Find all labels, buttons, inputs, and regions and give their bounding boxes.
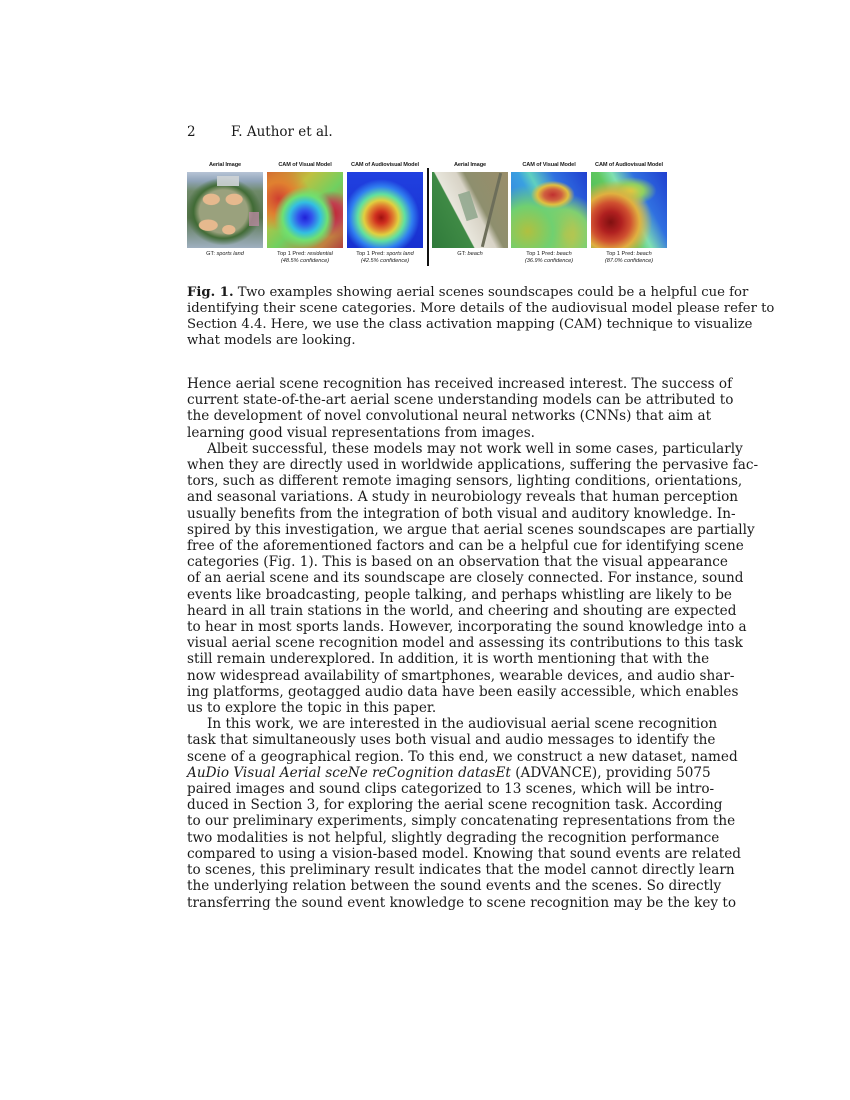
caption-value: beach — [556, 251, 572, 257]
panel-title: CAM of Audiovisual Model — [351, 162, 419, 168]
panel-caption — [432, 251, 508, 258]
text-line: usually benefits from the integration of both visual and auditory knowledge. In- — [187, 505, 736, 522]
page-number: 2 — [187, 124, 196, 140]
paragraph-2 — [187, 440, 759, 717]
panel-title: CAM of Visual Model — [278, 162, 332, 168]
text-line: to our preliminary experiments, simply concatenating representations from the — [187, 813, 736, 830]
text-line: In this work, we are interested in the audiovisual aerial scene recognition — [207, 716, 718, 733]
text-line: learning good visual representations from images. — [187, 424, 535, 441]
text-line: paired images and sound clips categorized to 13 scenes, which will be intro- — [187, 781, 715, 798]
caption-prefix: Top 1 Pred: — [606, 251, 637, 257]
text-line: to scenes, this preliminary result indicates that the model cannot directly learn — [187, 862, 735, 879]
caption-value: beach — [467, 251, 483, 257]
caption-prefix: GT: — [206, 251, 217, 257]
caption-line: identifying their scene categories. More details of the audiovisual model please refer to — [187, 301, 775, 316]
caption-value: sports land — [216, 251, 244, 257]
text-line: scene of a geographical region. To this end, we construct a new dataset, named — [187, 748, 738, 765]
text-line — [187, 764, 711, 781]
paragraph-1 — [187, 376, 734, 441]
cam-heatmap-audiovisual-beach — [591, 172, 667, 248]
body-text — [187, 376, 759, 911]
figure-caption — [187, 285, 775, 349]
caption-label: Fig. 1. — [187, 285, 234, 300]
caption-confidence: (48.5% confidence) — [280, 258, 330, 264]
caption-line: Section 4.4. Here, we use the class activation mapping (CAM) technique to visualize — [187, 317, 753, 332]
text-line: ing platforms, geotagged audio data have been easily accessible, which enables — [187, 683, 739, 700]
text-line: duced in Section 3, for exploring the aerial scene recognition task. According — [187, 797, 723, 814]
caption-line — [187, 285, 749, 301]
aerial-image-sports-land — [187, 172, 263, 248]
panel-caption — [347, 251, 423, 265]
text-line: Albeit successful, these models may not work well in some cases, particularly — [207, 440, 743, 457]
panel-caption — [187, 251, 263, 258]
figure-panel-cam-audiovisual-sports — [347, 160, 423, 265]
text-line: and seasonal variations. A study in neurobiology reveals that human perception — [187, 489, 739, 506]
panel-title: Aerial Image — [453, 162, 487, 168]
panel-caption — [591, 251, 667, 265]
figure-divider — [427, 168, 429, 266]
figure-panel-cam-visual-sports — [267, 160, 343, 265]
text-line: two modalities is not helpful, slightly degrading the recognition performance — [187, 829, 720, 846]
caption-line: what models are looking. — [187, 333, 356, 348]
text-line: when they are directly used in worldwide applications, suffering the pervasive fac- — [187, 457, 759, 474]
panel-title: CAM of Audiovisual Model — [595, 162, 663, 168]
caption-prefix: GT: — [457, 251, 468, 257]
panel-caption — [267, 251, 343, 265]
caption-value: residential — [307, 251, 333, 257]
cam-heatmap-audiovisual-sports — [347, 172, 423, 248]
text-line: categories (Fig. 1). This is based on an observation that the visual appearance — [187, 554, 728, 571]
figure-panel-cam-visual-beach — [511, 160, 587, 265]
text-line: Hence aerial scene recognition has received increased interest. The success of — [187, 376, 733, 392]
paragraph-3 — [187, 716, 741, 911]
text-line: of an aerial scene and its soundscape are closely connected. For instance, sound — [187, 570, 744, 587]
caption-text: Two examples showing aerial scenes soundscapes could be a helpful cue for — [233, 285, 749, 300]
text-line: visual aerial scene recognition model and assessing its contributions to this task — [187, 635, 743, 652]
caption-confidence: (42.5% confidence) — [360, 258, 410, 264]
figure-1 — [187, 160, 669, 270]
panel-title: Aerial Image — [208, 162, 242, 168]
caption-prefix: Top 1 Pred: — [356, 251, 387, 257]
figure-panel-aerial-sports — [187, 160, 263, 258]
caption-prefix: Top 1 Pred: — [526, 251, 557, 257]
cam-heatmap-visual-sports — [267, 172, 343, 248]
text-line: now widespread availability of smartphones, wearable devices, and audio shar- — [187, 667, 735, 684]
text-line: the underlying relation between the sound events and the scenes. So directly — [187, 878, 722, 895]
caption-prefix: Top 1 Pred: — [277, 251, 308, 257]
dataset-name: AuDio Visual Aerial sceNe reCognition datasEt — [187, 764, 511, 781]
text-line: tors, such as different remote imaging sensors, lighting conditions, orientations, — [187, 473, 743, 490]
figure-panel-cam-audiovisual-beach — [591, 160, 667, 265]
text-line: to hear in most sports lands. However, incorporating the sound knowledge into a — [187, 619, 747, 636]
text-line: task that simultaneously uses both visual and audio messages to identify the — [187, 732, 716, 749]
text-line: still remain underexplored. In addition, it is worth mentioning that with the — [187, 651, 710, 668]
panel-caption — [511, 251, 587, 265]
text-line: heard in all train stations in the world, and cheering and shouting are expected — [187, 602, 737, 619]
caption-value: sports land — [386, 251, 414, 257]
text-line: transferring the sound event knowledge to scene recognition may be the key to — [187, 894, 737, 911]
text-line: spired by this investigation, we argue that aerial scenes soundscapes are partially — [187, 521, 755, 538]
figure-panel-aerial-beach — [432, 160, 508, 258]
aerial-image-beach — [432, 172, 508, 248]
cam-heatmap-visual-beach — [511, 172, 587, 248]
text-line: the development of novel convolutional neural networks (CNNs) that aim at — [187, 408, 712, 425]
running-title: F. Author et al. — [231, 124, 333, 140]
running-header — [187, 124, 333, 140]
caption-confidence: (87.0% confidence) — [604, 258, 654, 264]
dataset-tail: (ADVANCE), providing 5075 — [510, 764, 711, 781]
text-line: compared to using a vision-based model. Knowing that sound events are related — [187, 845, 741, 862]
panel-title: CAM of Visual Model — [522, 162, 576, 168]
text-line: free of the aforementioned factors and can be a helpful cue for identifying scene — [187, 538, 744, 555]
caption-value: beach — [636, 251, 652, 257]
text-line: current state-of-the-art aerial scene understanding models can be attributed to — [187, 392, 734, 409]
caption-confidence: (36.9% confidence) — [524, 258, 574, 264]
text-line: us to explore the topic in this paper. — [187, 700, 437, 717]
text-line: events like broadcasting, people talking, and perhaps whistling are likely to be — [187, 586, 732, 603]
